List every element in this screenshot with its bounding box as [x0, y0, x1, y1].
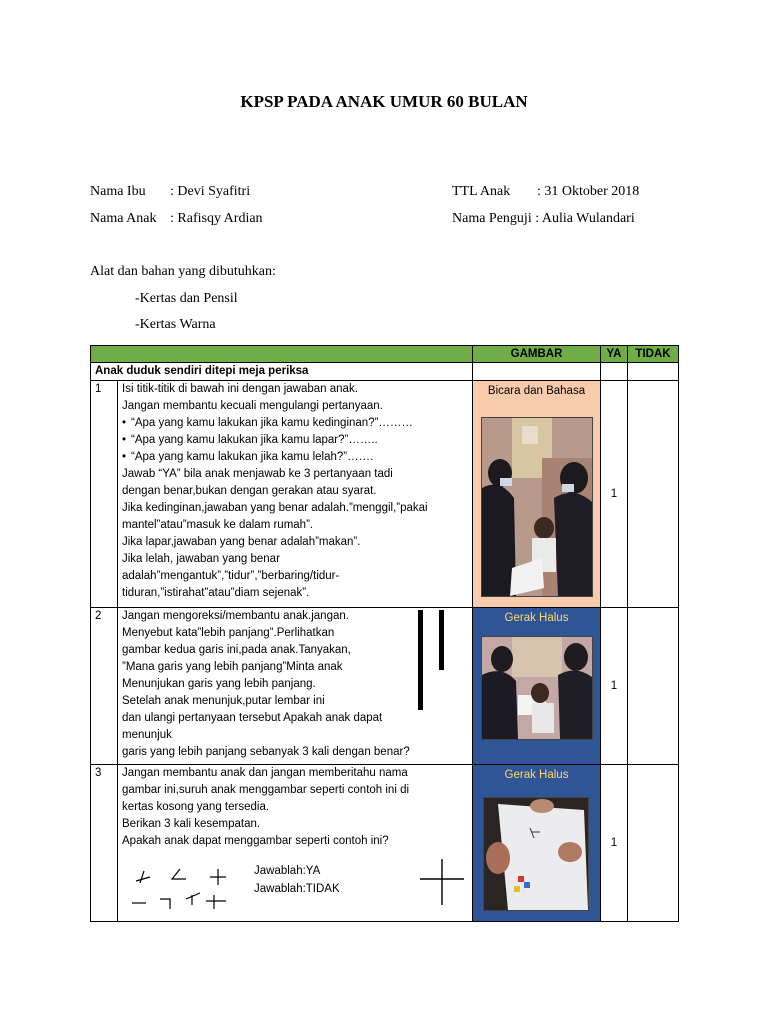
tool-item: -Kertas Warna: [135, 317, 216, 332]
nama-ibu-label: Nama Ibu: [90, 184, 146, 199]
ttl-anak-row: [452, 184, 639, 200]
ya-value: 1: [601, 765, 628, 922]
answer-ya: Jawablah:YA: [254, 865, 321, 877]
sample-drawings-figure: [130, 865, 240, 913]
section-row: [91, 363, 679, 381]
nama-penguji-value: : Aulia Wulandari: [535, 211, 635, 226]
tidak-value: [628, 765, 679, 922]
ttl-anak-label: TTL Anak: [452, 184, 511, 199]
instruction-line: Jika lapar,jawaban yang benar adalah”makan”.: [122, 536, 361, 548]
instruction-line: ”Mana garis yang lebih panjang”Minta anak: [122, 661, 343, 673]
short-line-figure: [439, 610, 444, 670]
row-number: 2: [91, 608, 118, 765]
ya-value: 1: [601, 608, 628, 765]
nama-anak-value: : Rafisqy Ardian: [170, 211, 263, 226]
tidak-value: [628, 608, 679, 765]
gambar-cell: [473, 381, 601, 608]
tool-item: -Kertas dan Pensil: [135, 291, 238, 306]
child-photo: [481, 417, 593, 597]
instruction-line: Menyebut kata”lebih panjang”.Perlihatkan: [122, 627, 335, 639]
question-item: • “Apa yang kamu lakukan jika kamu kedinginan?”………: [122, 415, 468, 432]
instruction-line: gambar kedua garis ini,pada anak.Tanyakan,: [122, 644, 351, 656]
row-instructions: [118, 765, 473, 922]
nama-penguji-label: Nama Penguji: [452, 211, 532, 226]
instruction-line: gambar ini,suruh anak menggambar seperti contoh ini di: [122, 784, 410, 796]
instruction-line: Setelah anak menunjuk,putar lembar ini: [122, 695, 325, 707]
instruction-line: Isi titik-titik di bawah ini dengan jawaban anak.: [122, 383, 358, 395]
question-item: • “Apa yang kamu lakukan jika kamu lelah?”…….: [122, 449, 468, 466]
kpsp-table: [90, 345, 679, 922]
row-instructions: [118, 381, 473, 608]
section-title: Anak duduk sendiri ditepi meja periksa: [91, 363, 473, 381]
instruction-line: Berikan 3 kali kesempatan.: [122, 818, 261, 830]
table-row: [91, 381, 679, 608]
row-instructions: [118, 608, 473, 765]
instruction-line: garis yang lebih panjang sebanyak 3 kali dengan benar?: [122, 746, 410, 758]
instruction-line: Menunjukan garis yang lebih panjang.: [122, 678, 316, 690]
header-ya: YA: [601, 346, 628, 363]
nama-ibu-row: [90, 184, 250, 200]
long-line-figure: [418, 610, 423, 710]
instruction-line: tiduran,”istirahat”atau”diam sejenak”.: [122, 587, 310, 599]
question-list: [122, 415, 468, 466]
instruction-line: mantel”atau”masuk ke dalam rumah”.: [122, 519, 314, 531]
instruction-line: Jangan mengoreksi/membantu anak.jangan.: [122, 610, 349, 622]
instruction-line: Jawab “YA” bila anak menjawab ke 3 pertanyaan tadi: [122, 468, 393, 480]
instruction-line: dan ulangi pertanyaan tersebut Apakah anak dapat: [122, 712, 383, 724]
gambar-cell: [473, 765, 601, 922]
table-row: [91, 765, 679, 922]
instruction-line: Apakah anak dapat menggambar seperti contoh ini?: [122, 835, 389, 847]
header-blank: [91, 346, 473, 363]
tools-heading: Alat dan bahan yang dibutuhkan:: [90, 264, 276, 279]
instruction-line: menunjuk: [122, 729, 172, 741]
nama-anak-label: Nama Anak: [90, 211, 157, 226]
instruction-line: Jika lelah, jawaban yang benar: [122, 553, 280, 565]
drawing-photo: [483, 797, 589, 911]
header-gambar: GAMBAR: [473, 346, 601, 363]
row-number: 1: [91, 381, 118, 608]
page-title: KPSP PADA ANAK UMUR 60 BULAN: [240, 92, 528, 111]
cross-figure: [418, 857, 468, 907]
tidak-value: [628, 381, 679, 608]
ttl-anak-value: : 31 Oktober 2018: [537, 184, 640, 199]
question-item: • “Apa yang kamu lakukan jika kamu lapar?”……..: [122, 432, 468, 449]
instruction-line: Jangan membantu kecuali mengulangi pertanyaan.: [122, 400, 383, 412]
nama-penguji-row: [452, 211, 635, 227]
gambar-caption: Gerak Halus: [504, 769, 569, 781]
table-row: [91, 608, 679, 765]
instruction-line: adalah”mengantuk”,”tidur”,”berbaring/tidur-: [122, 570, 340, 582]
instruction-line: Jangan membantu anak dan jangan memberitahu nama: [122, 767, 408, 779]
row-number: 3: [91, 765, 118, 922]
child-photo: [481, 636, 593, 740]
nama-ibu-value: : Devi Syafitri: [170, 184, 251, 199]
gambar-caption: Bicara dan Bahasa: [487, 385, 586, 397]
header-tidak: TIDAK: [628, 346, 679, 363]
gambar-cell: [473, 608, 601, 765]
instruction-line: dengan benar,bukan dengan gerakan atau syarat.: [122, 485, 377, 497]
table-header-row: [91, 346, 679, 363]
gambar-caption: Gerak Halus: [504, 612, 569, 624]
ya-value: 1: [601, 381, 628, 608]
answer-tidak: Jawablah:TIDAK: [254, 883, 340, 895]
instruction-line: Jika kedinginan,jawaban yang benar adalah.”menggil,”pakai: [122, 502, 428, 514]
instruction-line: kertas kosong yang tersedia.: [122, 801, 270, 813]
nama-anak-row: [90, 211, 263, 227]
